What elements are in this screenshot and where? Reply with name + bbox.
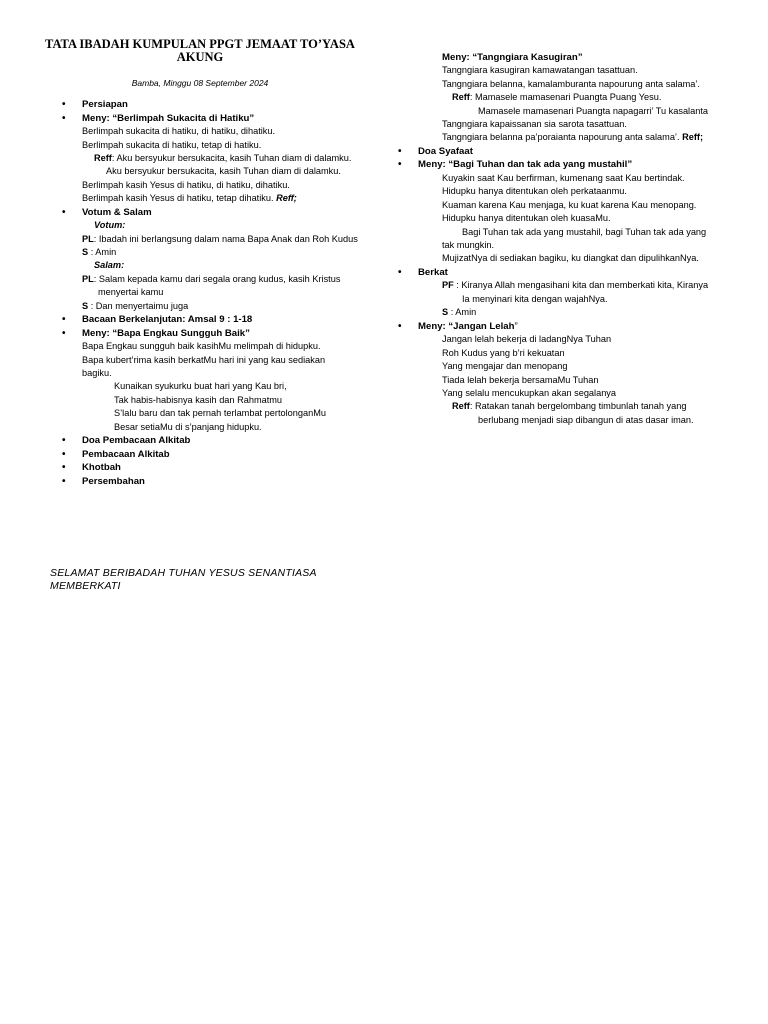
pl-label: PL [82, 233, 94, 244]
reff-line: Aku bersyukur bersukacita, kasih Tuhan diam di dalamku. [106, 166, 341, 177]
reff-line: Bagi Tuhan tak ada yang mustahil, bagi Tuhan tak ada yang [462, 226, 707, 237]
reff-label: Reff [94, 153, 112, 163]
pl-text: : Ibadah ini berlangsung dalam nama Bapa Anak dan Roh Kudus [93, 233, 358, 244]
reff-line: Besar setiaMu di s’panjang hidupku. [114, 421, 262, 432]
s-text: : Amin [448, 307, 477, 318]
item-persembahan: • Persembahan [58, 475, 388, 489]
pf-label: PF [442, 280, 454, 291]
item-meny-bapa: • Meny: “Bapa Engkau Sungguh Baik” [58, 327, 388, 341]
item-doa-pembacaan: • Doa Pembacaan Alkitab [58, 434, 388, 448]
lyric-line: Tangngiara belanna, kamalamburanta napourung anta salama’. [442, 78, 700, 89]
item-meny-jangan-lelah [394, 320, 740, 334]
reff-marker: Reff; [276, 193, 297, 204]
pl-text: : Salam kepada kamu dari segala orang kudus, kasih Kristus [93, 273, 341, 284]
reff-line: S’lalu baru dan tak pernah terlambat pertolonganMu [114, 408, 326, 419]
reff-line: tak mungkin. [442, 240, 495, 251]
right-column [418, 51, 740, 427]
lyric-line: Kuyakin saat Kau berfirman, kumenang saat Kau bertindak. [442, 173, 685, 184]
lyric-line: Jangan lelah bekerja di ladangNya Tuhan [442, 334, 612, 345]
salam-pl-cont: menyertai kamu [98, 287, 164, 298]
reff-text: : Mamasele mamasenari Puangta Puang Yesu. [469, 92, 662, 103]
reff-line: MujizatNya di sediakan bagiku, ku diangkat dan dipulihkanNya. [442, 253, 699, 264]
document-title: TATA IBADAH KUMPULAN PPGT JEMAAT TO’YASA AKUNG [45, 37, 355, 64]
lyric-line: Kuaman karena Kau menjaga, ku kuat karena Kau menopang. [442, 199, 697, 210]
salam-s [58, 300, 388, 313]
lyric-line: Yang mengajar dan menopang [442, 361, 568, 372]
votum-pl [58, 233, 388, 246]
reff-line: Tak habis-habisnya kasih dan Rahmatmu [114, 394, 283, 405]
document-date: Bamba, Minggu 08 September 2024 [131, 78, 269, 88]
reff-text: : Aku bersyukur bersukacita, kasih Tuhan diam di dalamku. [111, 153, 352, 163]
item-bacaan: • Bacaan Berkelanjutan: Amsal 9 : 1-18 [58, 313, 388, 327]
votum-s [58, 246, 388, 259]
lyric-line: Tangngiara kasugiran kamawatangan tasattuan. [442, 65, 638, 76]
item-pembacaan: • Pembacaan Alkitab [58, 448, 388, 462]
reff-line [418, 91, 740, 104]
reff-marker: Reff; [682, 132, 704, 143]
lyric-line: Hidupku hanya ditentukan oleh perkataanmu. [442, 186, 627, 197]
meny-quote: ” [514, 320, 518, 332]
lyric-line: Berlimpah kasih Yesus di hatiku, di hatiku, dihatiku. [82, 179, 290, 190]
reff-line: Kunaikan syukurku buat hari yang Kau bri, [114, 381, 287, 392]
votum-label: Votum: [94, 220, 126, 231]
pl-label: PL [82, 273, 94, 284]
meny-title: Meny: “Jangan Lelah [418, 320, 515, 332]
left-column [58, 98, 388, 488]
lyric-line: Berlimpah sukacita di hatiku, tetap di hatiku. [82, 139, 262, 150]
lyric-line: Roh Kudus yang b’ri kekuatan [442, 347, 565, 358]
item-votum-salam: • Votum & Salam [58, 206, 388, 220]
item-meny-tangngiara: Meny: “Tangngiara Kasugiran” [442, 52, 583, 63]
berkat-pf-cont: Ia menyinari kita dengan wajahNya. [462, 293, 608, 304]
salam-label: Salam: [94, 260, 125, 271]
s-label: S [82, 247, 89, 258]
lyric-line: Bapa kubert’rima kasih berkatMu hari ini yang kau sediakan [82, 354, 326, 365]
item-berkat: • Berkat [394, 266, 740, 280]
lyric-line: Hidupku hanya ditentukan oleh kuasaMu. [442, 213, 611, 224]
lyric-text: Tangngiara belanna pa’poraianta napourung anta salama’. [442, 132, 683, 143]
lyric-text: Berlimpah kasih Yesus di hatiku, tetap dihatiku. [82, 193, 277, 204]
lyric-line: bagiku. [82, 368, 112, 379]
berkat-pf [418, 279, 740, 292]
closing-line: MEMBERKATI [50, 580, 121, 592]
lyric-line: Tangngiara kapaissanan sia sarota tasattuan. [442, 119, 627, 130]
lyric-line: Bapa Engkau sungguh baik kasihMu melimpah di hidupku. [82, 341, 321, 352]
reff-line [418, 400, 740, 413]
reff-line [58, 152, 388, 165]
closing-blessing [50, 567, 350, 593]
s-text: : Amin [88, 247, 117, 258]
s-label: S [82, 300, 89, 311]
item-doa-syafaat: • Doa Syafaat [394, 145, 740, 159]
reff-label: Reff [452, 92, 470, 103]
item-meny-berlimpah: • Meny: “Berlimpah Sukacita di Hatiku” [58, 112, 388, 126]
lyric-line: Berlimpah sukacita di hatiku, di hatiku, dihatiku. [82, 126, 276, 137]
reff-line: berlubang menjadi siap dibangun di atas dasar iman. [478, 414, 694, 425]
s-text: : Dan menyertaimu juga [88, 300, 189, 311]
lyric-line [418, 131, 740, 144]
item-persiapan: • Persiapan [58, 98, 388, 112]
lyric-line [58, 192, 388, 205]
salam-pl [58, 273, 388, 286]
reff-text: : Ratakan tanah bergelombang timbunlah tanah yang [469, 401, 687, 412]
reff-label: Reff [452, 401, 470, 412]
berkat-s [418, 306, 740, 319]
pf-text: : Kiranya Allah mengasihani kita dan memberkati kita, Kiranya [453, 280, 709, 291]
item-meny-bagi-tuhan: • Meny: “Bagi Tuhan dan tak ada yang mustahil” [394, 158, 740, 172]
item-khotbah: • Khotbah [58, 461, 388, 475]
reff-line: Mamasele mamasenari Puangta napagarri’ Tu kasalanta [478, 105, 708, 116]
lyric-line: Yang selalu mencukupkan akan segalanya [442, 387, 617, 398]
closing-line: SELAMAT BERIBADAH TUHAN YESUS SENANTIASA [50, 567, 317, 579]
lyric-line: Tiada lelah bekerja bersamaMu Tuhan [442, 374, 599, 385]
s-label: S [442, 307, 449, 318]
